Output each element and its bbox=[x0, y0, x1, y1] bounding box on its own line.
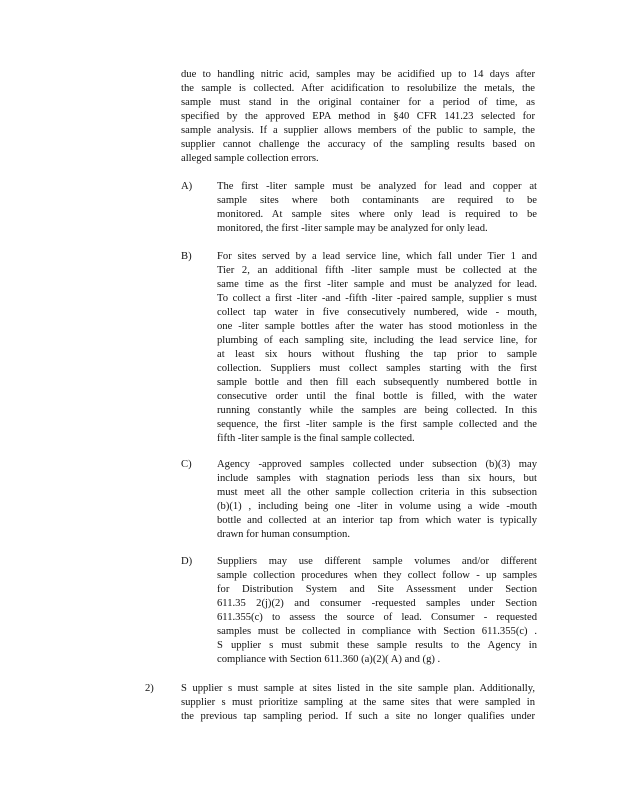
item-marker: B) bbox=[181, 251, 192, 262]
text-line: For sites served by a lead service line, which fall under Tier 1 and bbox=[217, 251, 537, 262]
text-line: 611.355(c) to assess the source of lead. Consumer - requested bbox=[217, 612, 537, 623]
text-line: collect tap water in five consecutively numbered, wide - mouth, bbox=[217, 307, 537, 318]
text-line: drawn for human consumption. bbox=[217, 529, 350, 540]
text-line: Suppliers may use different sample volumes and/or different bbox=[217, 556, 537, 567]
text-line: monitored, the first -liter sample may be analyzed for only lead. bbox=[217, 223, 488, 234]
text-line: samples must be collected in compliance with Section 611.355(c) . bbox=[217, 626, 537, 637]
section-marker: 2) bbox=[145, 683, 154, 694]
text-line: alleged sample collection errors. bbox=[181, 153, 319, 164]
text-line: Tier 2, an additional fifth -liter sample must be collected at the bbox=[217, 265, 537, 276]
text-line: bottle and collected at an interior tap from which water is typically bbox=[217, 515, 537, 526]
text-line: plumbing of each sampling site, including the lead service line, for bbox=[217, 335, 537, 346]
text-line: sequence, the first -liter sample is the first sample collected and the bbox=[217, 419, 537, 430]
text-line: same time as the first -liter sample and must be analyzed for lead. bbox=[217, 279, 537, 290]
text-line: running constantly while the samples are being collected. In this bbox=[217, 405, 537, 416]
text-line: To collect a first -liter -and -fifth -liter -paired sample, supplier s must bbox=[217, 293, 537, 304]
text-line: S upplier s must sample at sites listed in the site sample plan. Additionally, bbox=[181, 683, 535, 694]
text-line: consecutive order until the final bottle is filled, with the water bbox=[217, 391, 537, 402]
text-line: collection. Suppliers must collect samples starting with the first bbox=[217, 363, 537, 374]
text-line: monitored. At sample sites where only lead is required to be bbox=[217, 209, 537, 220]
text-line: 611.35 2(j)(2) and consumer -requested samples under Section bbox=[217, 598, 537, 609]
text-line: (b)(1) , including being one -liter in volume using a wide -mouth bbox=[217, 501, 537, 512]
text-line: one -liter sample bottles after the water has stood motionless in the bbox=[217, 321, 537, 332]
text-line: due to handling nitric acid, samples may be acidified up to 14 days after bbox=[181, 69, 535, 80]
text-line: sample sites where both contaminants are required to be bbox=[217, 195, 537, 206]
text-line: must meet all the other sample collection criteria in this subsection bbox=[217, 487, 537, 498]
text-line: sample collection procedures when they collect follow - up samples bbox=[217, 570, 537, 581]
text-line: supplier s must prioritize sampling at the same sites that were sampled in bbox=[181, 697, 535, 708]
text-line: S upplier s must submit these sample results to the Agency in bbox=[217, 640, 537, 651]
text-line: the previous tap sampling period. If such a site no longer qualifies under bbox=[181, 711, 535, 722]
text-line: supplier cannot challenge the accuracy of the sampling results based on bbox=[181, 139, 535, 150]
item-marker: C) bbox=[181, 459, 192, 470]
text-line: sample bottle and then fill each subsequently numbered bottle in bbox=[217, 377, 537, 388]
text-line: sample must stand in the original container for a period of time, as bbox=[181, 97, 535, 108]
text-line: sample analysis. If a supplier allows members of the public to sample, the bbox=[181, 125, 535, 136]
text-line: Agency -approved samples collected under subsection (b)(3) may bbox=[217, 459, 537, 470]
item-marker: D) bbox=[181, 556, 193, 567]
text-line: the sample is collected. After acidification to resolubilize the metals, the bbox=[181, 83, 535, 94]
text-line: compliance with Section 611.360 (a)(2)( A) and (g) . bbox=[217, 654, 441, 665]
text-line: The first -liter sample must be analyzed for lead and copper at bbox=[217, 181, 537, 192]
text-line: at least six hours without flushing the tap prior to sample bbox=[217, 349, 537, 360]
text-line: specified by the approved EPA method in §40 CFR 141.23 selected for bbox=[181, 111, 535, 122]
text-line: for Distribution System and Site Assessment under Section bbox=[217, 584, 537, 595]
text-line: include samples with stagnation periods less than six hours, but bbox=[217, 473, 537, 484]
item-marker: A) bbox=[181, 181, 193, 192]
text-line: fifth -liter sample is the final sample collected. bbox=[217, 433, 415, 444]
